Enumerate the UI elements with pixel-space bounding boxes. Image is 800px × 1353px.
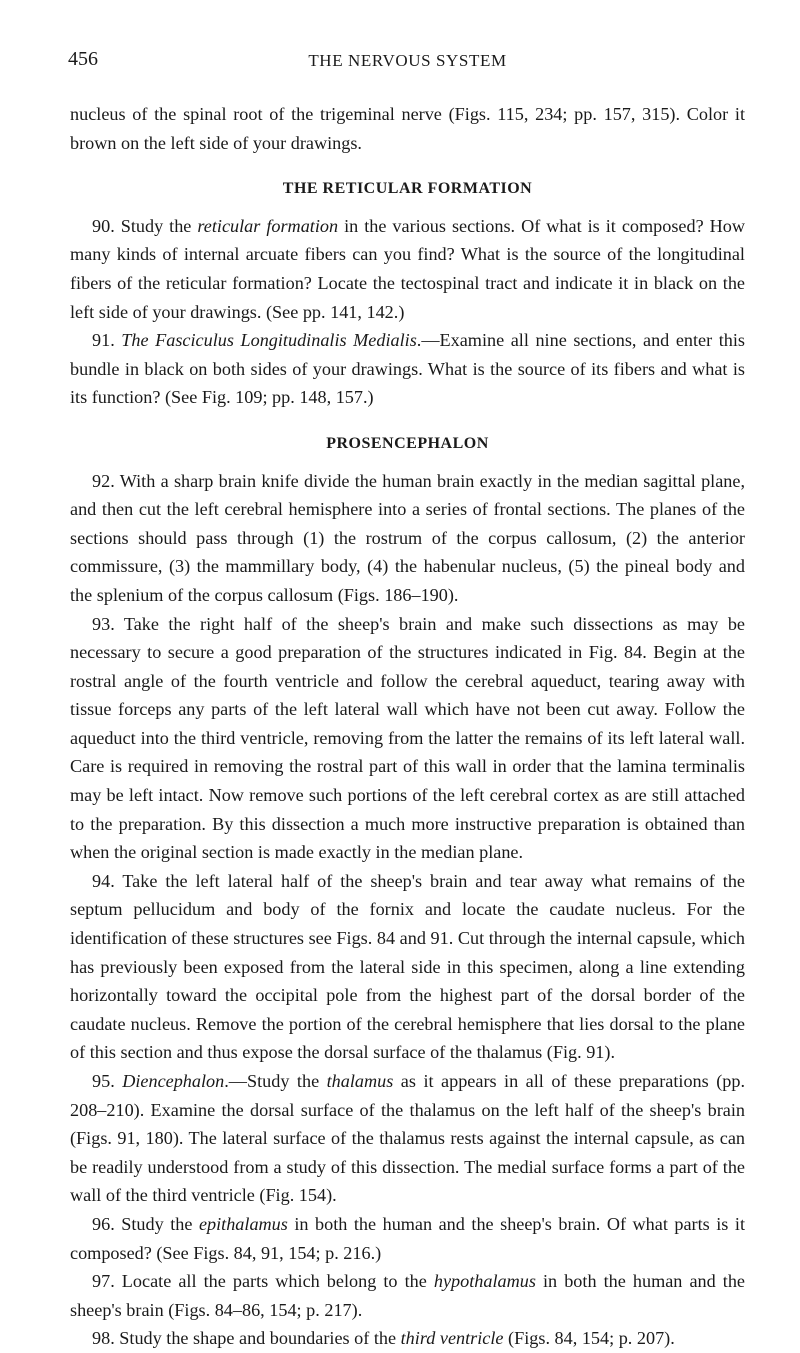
- paragraph-96: 96. Study the epithalamus in both the human and the sheep's brain. Of what parts is it composed? (See Figs. 84, 91, 154; p. 216.): [70, 1213, 745, 1263]
- paragraph-95: 95. Diencephalon.—Study the thalamus as it appears in all of these preparations (pp. 208–210). Examine the dorsal surface of the thalamus on the left half of the sheep's brain (Figs. 91, 180). The lateral surface of the thalamus rests against the internal capsule, as can be readily understood from a study of this dissection. The medial surface forms a part of the wall of the third ventricle (Fig. 154).: [70, 1071, 745, 1206]
- page-body: [70, 100, 745, 1353]
- section-heading-reticular-formation: THE RETICULAR FORMATION: [282, 180, 533, 198]
- paragraph-91: 91. The Fasciculus Longitudinalis Medialis.—Examine all nine sections, and enter this bundle in black on both sides of your drawings. What is the source of its fibers and what is its function? (See Fig. 109; pp. 148, 157.): [70, 330, 746, 408]
- paragraph-90: 90. Study the reticular formation in the various sections. Of what is it composed? How many kinds of internal arcuate fibers can you find? What is the source of the longitudinal fibers of the reticular formation? Locate the tectospinal tract and indicate it in black on the left side of your drawings. (See pp. 141, 142.): [70, 215, 746, 322]
- page-number: 456: [68, 48, 98, 70]
- paragraph-continued: nucleus of the spinal root of the trigeminal nerve (Figs. 115, 234; pp. 157, 315). Color it brown on the left side of your drawings.: [70, 104, 745, 153]
- paragraph-92: 92. With a sharp brain knife divide the human brain exactly in the median sagittal plane, and then cut the left cerebral hemisphere into a series of frontal sections. The planes of the sections should pass through (1) the rostrum of the corpus callosum, (2) the anterior commissure, (3) the mammillary body, (4) the habenular nucleus, (5) the pineal body and the splenium of the corpus callosum (Figs. 186–190).: [70, 470, 745, 605]
- paragraph-97: 97. Locate all the parts which belong to the hypothalamus in both the human and the sheep's brain (Figs. 84–86, 154; p. 217).: [70, 1271, 745, 1320]
- paragraph-94: 94. Take the left lateral half of the sheep's brain and tear away what remains of the septum pellucidum and body of the fornix and locate the caudate nucleus. For the identification of these structures see Figs. 84 and 91. Cut through the internal capsule, which has previously been exposed from the lateral side in this specimen, along a line extending horizontally toward the occipital pole from the highest part of the dorsal border of the caudate nucleus. Remove the portion of the cerebral hemisphere that lies dorsal to the plane of this section and thus expose the dorsal surface of the thalamus (Fig. 91).: [70, 870, 745, 1063]
- running-title: THE NERVOUS SYSTEM: [308, 51, 507, 70]
- paragraph-98: 98. Study the shape and boundaries of the third ventricle (Figs. 84, 154; p. 207).: [92, 1328, 675, 1349]
- section-heading-prosencephalon: PROSENCEPHALON: [326, 434, 489, 452]
- page-header: [70, 48, 745, 78]
- paragraph-93: 93. Take the right half of the sheep's brain and make such dissections as may be necessary to secure a good preparation of the structures indicated in Fig. 84. Begin at the rostral angle of the fourth ventricle and follow the cerebral aqueduct, tearing away with tissue forceps any parts of the left lateral wall which have not been cut away. Follow the aqueduct into the third ventricle, removing from the latter the remains of its left lateral wall. Care is required in removing the rostral part of this wall in order that the lamina terminalis may be left intact. Now remove such portions of the left cerebral cortex as are still attached to the preparation. By this dissection a much more instructive preparation is obtained than when the original section is made exactly in the median plane.: [70, 613, 745, 863]
